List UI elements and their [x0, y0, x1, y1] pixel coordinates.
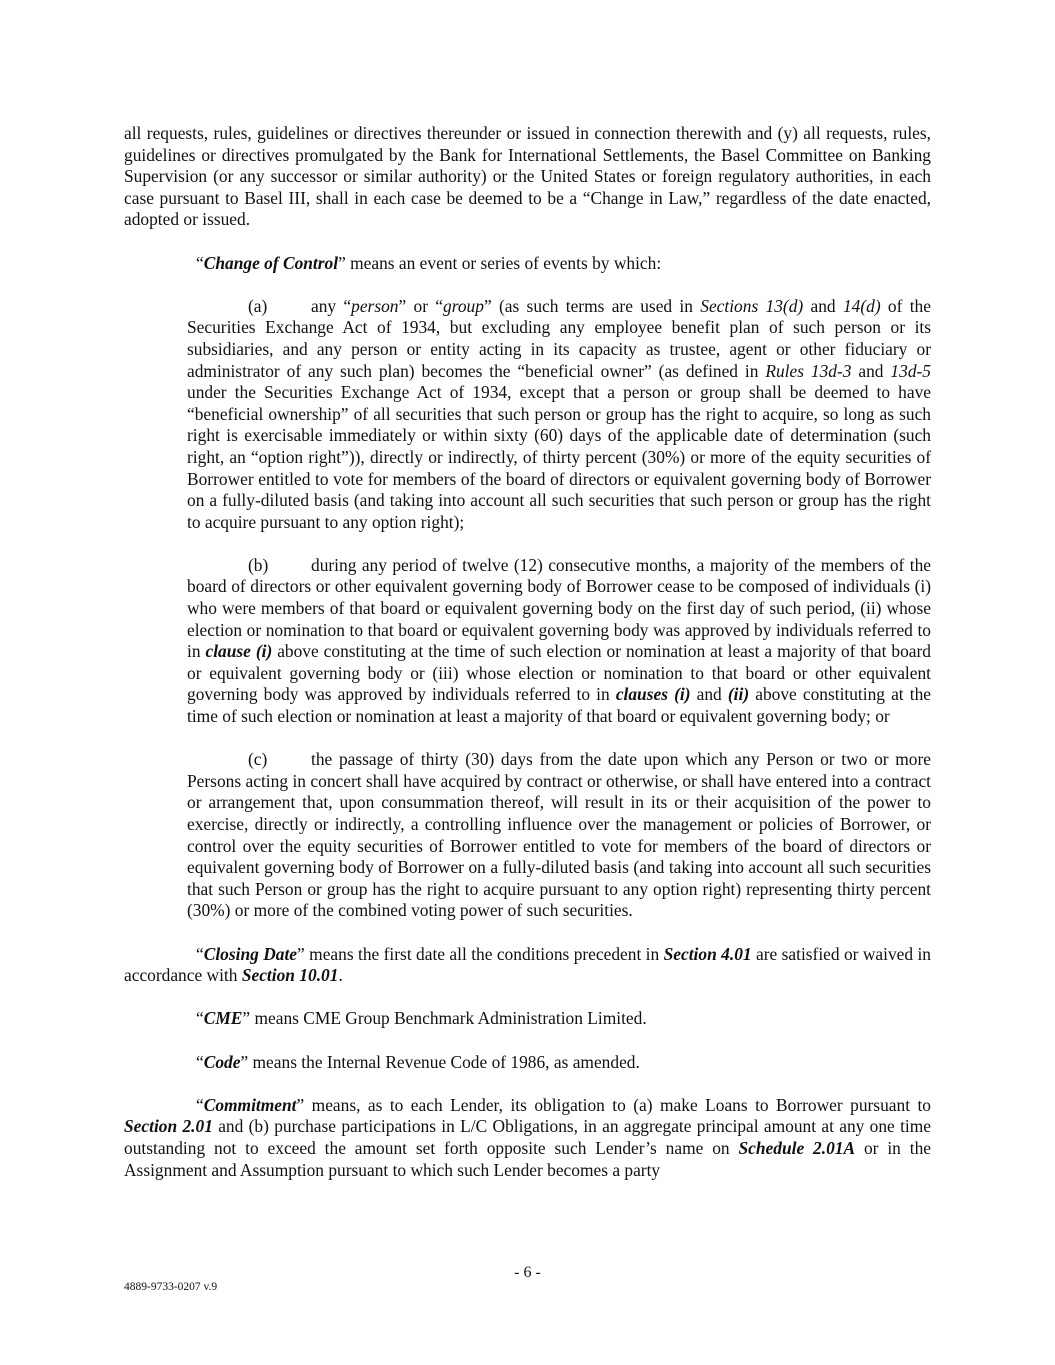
cross-reference: Section 4.01 [663, 943, 752, 964]
defined-term: Closing Date [203, 943, 298, 964]
document-page [124, 123, 931, 1181]
definition-change-of-control: “Change of Control” means an event or series of events by which: [196, 252, 662, 273]
clause-a: (a) any “person” or “group” (as such terms are used in Sections 13(d) and 14(d) of the Securities Exchange Act of 1934, but excluding any employee benefit plan of such person or its subsidiaries, and any person or entity acting in its capacity as trustee, agent or other fiduciary or administrator of any such plan) becomes the “beneficial owner” (as defined in Rules 13d-3 and 13d-5 under the Securities Exchange Act of 1934, except that a person or group shall be deemed to have “beneficial ownership” of all securities that such person or group has the right to acquire, so long as such right is exercisable immediately or within sixty (60) days of the applicable date of determination (such right, an “option right”)), directly or indirectly, of thirty percent (30%) or more of the equity securities of Borrower entitled to vote for members of the board of directors or equivalent governing body of Borrower on a fully-diluted basis (and taking into account all such securities that such person or group has the right to acquire pursuant to any option right); [187, 295, 931, 532]
definition-commitment: “Commitment” means, as to each Lender, its obligation to (a) make Loans to Borrower pursuant to Section 2.01 and (b) purchase participations in L/C Obligations, in an aggregate principal amount at any one time outstanding not to exceed the amount set forth opposite such Lender’s name on Schedule 2.01A or in the Assignment and Assumption pursuant to which such Lender becomes a party [124, 1094, 931, 1180]
cross-reference: clause (i) [205, 641, 273, 662]
defined-term: Change of Control [203, 252, 339, 273]
definition-closing-date: “Closing Date” means the first date all the conditions precedent in Section 4.01 are satisfied or waived in accordance with Section 10.01. [124, 943, 932, 986]
clause-b: (b) during any period of twelve (12) consecutive months, a majority of the members of the board of directors or other equivalent governing body of Borrower cease to be composed of individuals (i) who were members of that board or equivalent governing body on the first day of such period, (ii) whose election or nomination to that board or equivalent governing body was approved by individuals referred to in clause (i) above constituting at the time of such election or nomination at least a majority of that board or equivalent governing body or (iii) whose election or nomination to that board or other equivalent governing body was approved by individuals referred to in clauses (i) and (ii) above constituting at the time of such election or nomination at least a majority of that board or equivalent governing body; or [187, 554, 932, 727]
cross-reference: Section 2.01 [124, 1116, 213, 1137]
cross-reference: clauses (i) [615, 684, 691, 705]
cross-reference: Schedule 2.01A [738, 1137, 856, 1158]
defined-term: Commitment [203, 1094, 297, 1115]
page-number: - 6 - [514, 1264, 541, 1281]
clause-label: (a) [248, 295, 268, 316]
cross-reference: (ii) [727, 684, 750, 705]
cross-reference: Section 10.01 [241, 965, 339, 986]
clause-c: (c) the passage of thirty (30) days from the date upon which any Person or two or more Persons acting in concert shall have acquired by contract or otherwise, or shall have entered into a contract or arrangement that, upon consummation thereof, will result in its or their acquisition of the power to exercise, directly or indirectly, a controlling influence over the management or policies of Borrower, or control over the equity securities of Borrower entitled to vote for members of the board of directors or equivalent governing body of Borrower on a fully-diluted basis (and taking into account all such securities that such Person or group has the right to acquire pursuant to any option right) representing thirty percent (30%) or more of the combined voting power of such securities. [187, 749, 931, 921]
clause-label: (c) [248, 749, 268, 770]
document-id: 4889-9733-0207 v.9 [124, 1281, 218, 1293]
clause-label: (b) [248, 554, 269, 575]
definition-code: “Code” means the Internal Revenue Code of 1986, as amended. [196, 1051, 640, 1072]
defined-term: Code [203, 1051, 241, 1072]
defined-term: CME [203, 1008, 243, 1029]
definition-cme: “CME” means CME Group Benchmark Administration Limited. [196, 1008, 647, 1029]
intro-paragraph: all requests, rules, guidelines or directives thereunder or issued in connection therewith and (y) all requests, rules, guidelines or directives promulgated by the Bank for International Settlements, the Basel Committee on Banking Supervision (or any successor or similar authority) or the United States or foreign regulatory authorities, in each case pursuant to Basel III, shall in each case be deemed to be a “Change in Law,” regardless of the date enacted, adopted or issued. [124, 123, 931, 230]
